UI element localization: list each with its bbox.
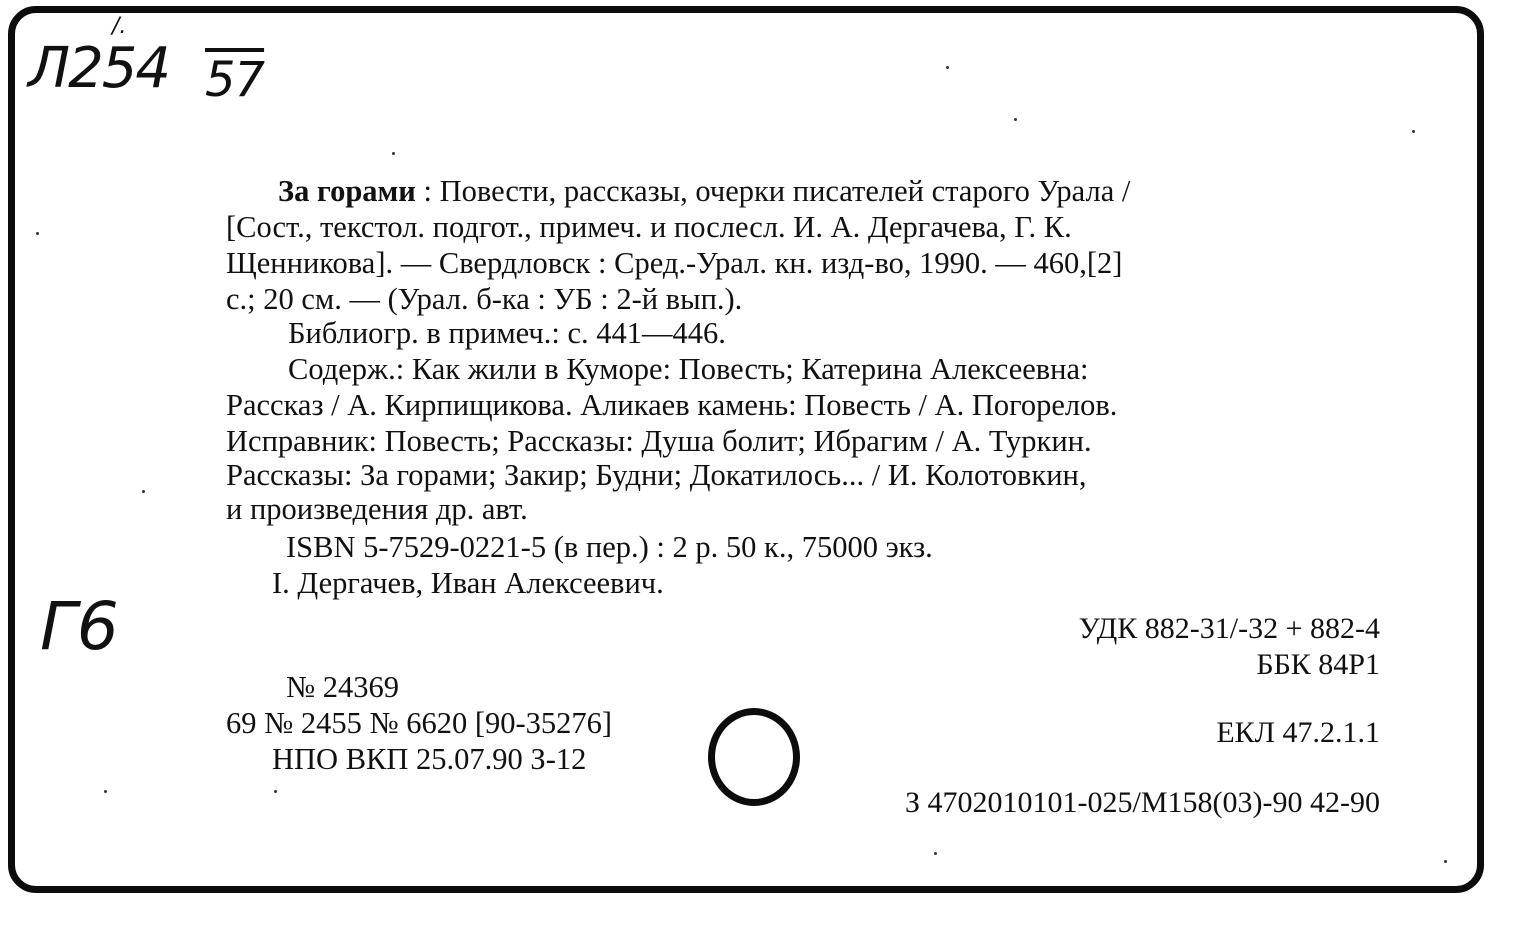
bbk-code: ББК 84Р1 bbox=[1256, 648, 1380, 681]
ekl-code: ЕКЛ 47.2.1.1 bbox=[1216, 716, 1380, 749]
contents-line-3: Исправник: Повесть; Рассказы: Душа болит; Ибрагим / А. Туркин. bbox=[226, 424, 1092, 458]
record-title-line bbox=[278, 176, 1130, 207]
print-number: № 24369 bbox=[286, 670, 399, 704]
udk-code: УДК 882-31/-32 + 882-4 bbox=[1078, 612, 1380, 645]
order-line: 69 № 2455 № 6620 [90-35276] bbox=[226, 706, 613, 740]
added-entry: I. Дергачев, Иван Алексеевич. bbox=[272, 566, 664, 600]
speck bbox=[1014, 118, 1017, 121]
corner-mark: /. bbox=[112, 14, 127, 39]
npo-line: НПО ВКП 25.07.90 З-12 bbox=[272, 742, 587, 776]
speck bbox=[1412, 130, 1415, 133]
speck bbox=[392, 152, 395, 155]
speck bbox=[104, 790, 107, 793]
contents-line-2: Рассказ / А. Кирпищикова. Аликаев камень: Повесть / А. Погорелов. bbox=[226, 388, 1118, 422]
contents-line-5: и произведения др. авт. bbox=[226, 492, 528, 526]
speck bbox=[142, 490, 145, 493]
record-title: За горами bbox=[278, 174, 416, 208]
isbn-line: ISBN 5-7529-0221-5 (в пер.) : 2 р. 50 к., 75000 экз. bbox=[286, 530, 933, 564]
record-line-4: с.; 20 см. — (Урал. б-ка : УБ : 2-й вып.). bbox=[226, 282, 743, 316]
catalog-number: З 4702010101-025/М158(03)-90 42-90 bbox=[905, 786, 1380, 819]
record-line-3: Щенникова]. — Свердловск : Сред.-Урал. кн. изд-во, 1990. — 460,[2] bbox=[226, 246, 1123, 280]
speck bbox=[274, 790, 277, 793]
hole-punch-circle bbox=[708, 708, 800, 806]
speck bbox=[1444, 860, 1447, 863]
bibliography-note: Библиогр. в примеч.: с. 441—446. bbox=[288, 316, 726, 350]
contents-line-4: Рассказы: За горами; Закир; Будни; Докатилось... / И. Колотовкин, bbox=[226, 458, 1087, 492]
shelfmark-subscript: 57 bbox=[205, 52, 265, 108]
contents-line-1: Содерж.: Как жили в Куморе: Повесть; Катерина Алексеевна: bbox=[288, 352, 1089, 386]
speck bbox=[36, 232, 39, 235]
speck bbox=[934, 852, 937, 855]
shelfmark: Л254 bbox=[28, 36, 169, 101]
record-line-2: [Сост., текстол. подгот., примеч. и послесл. И. А. Дергачева, Г. К. bbox=[226, 210, 1072, 244]
index-code: Г6 bbox=[40, 588, 119, 665]
speck bbox=[946, 66, 949, 69]
record-subtitle: : Повести, рассказы, очерки писателей старого Урала / bbox=[415, 174, 1131, 208]
